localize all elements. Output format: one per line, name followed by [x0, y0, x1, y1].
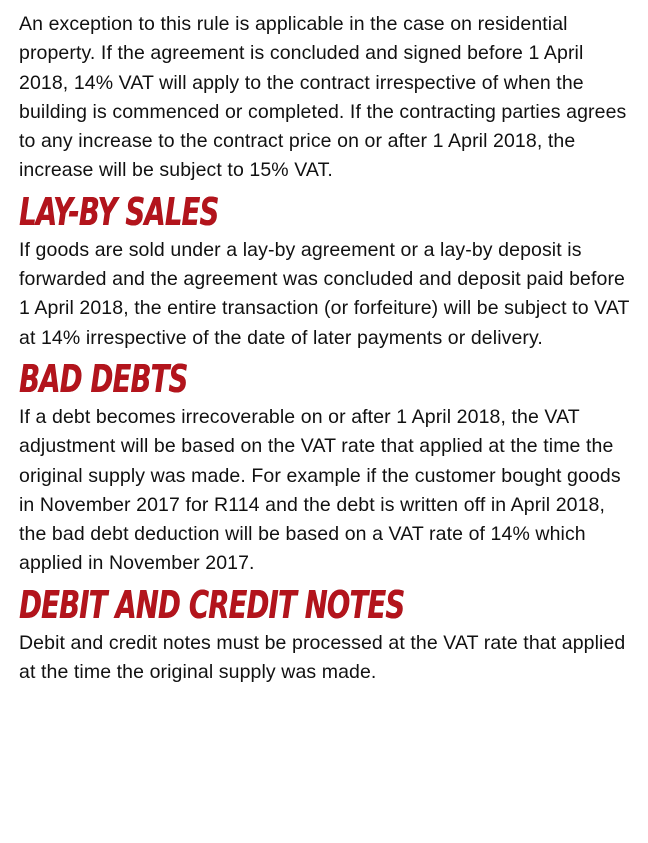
bad-debts-paragraph: If a debt becomes irrecoverable on or after 1 April 2018, the VAT adjustment will be based on the VAT rate that applied at the time the original supply was made. For example if the customer bought goods in November 2017 for R114 and the debt is written off in April 2018, the bad debt deduction will be based on a VAT rate of 14% which applied in November 2017.: [19, 405, 621, 575]
lay-by-sales-paragraph: If goods are sold under a lay-by agreement or a lay-by deposit is forwarded and the agreement was concluded and deposit paid before 1 April 2018, the entire transaction (or forfeiture) will be subject to VAT at 14% irrespective of the date of later payments or delivery.: [19, 238, 630, 349]
lay-by-sales-heading: LAY-BY SALES: [19, 189, 219, 234]
intro-paragraph: An exception to this rule is applicable in the case on residential property. If the agreement is concluded and signed before 1 April 2018, 14% VAT will apply to the contract irrespective of when the building is commenced or completed. If the contracting parties agrees to any increase to the contract price on or after 1 April 2018, the increase will be subject to 15% VAT.: [19, 13, 627, 182]
debit-credit-notes-paragraph: Debit and credit notes must be processed at the VAT rate that applied at the time the original supply was made.: [19, 631, 626, 684]
document-page: [19, 10, 631, 687]
bad-debts-heading: BAD DEBTS: [19, 356, 188, 401]
debit-credit-notes-heading: DEBIT AND CREDIT NOTES: [19, 582, 405, 627]
